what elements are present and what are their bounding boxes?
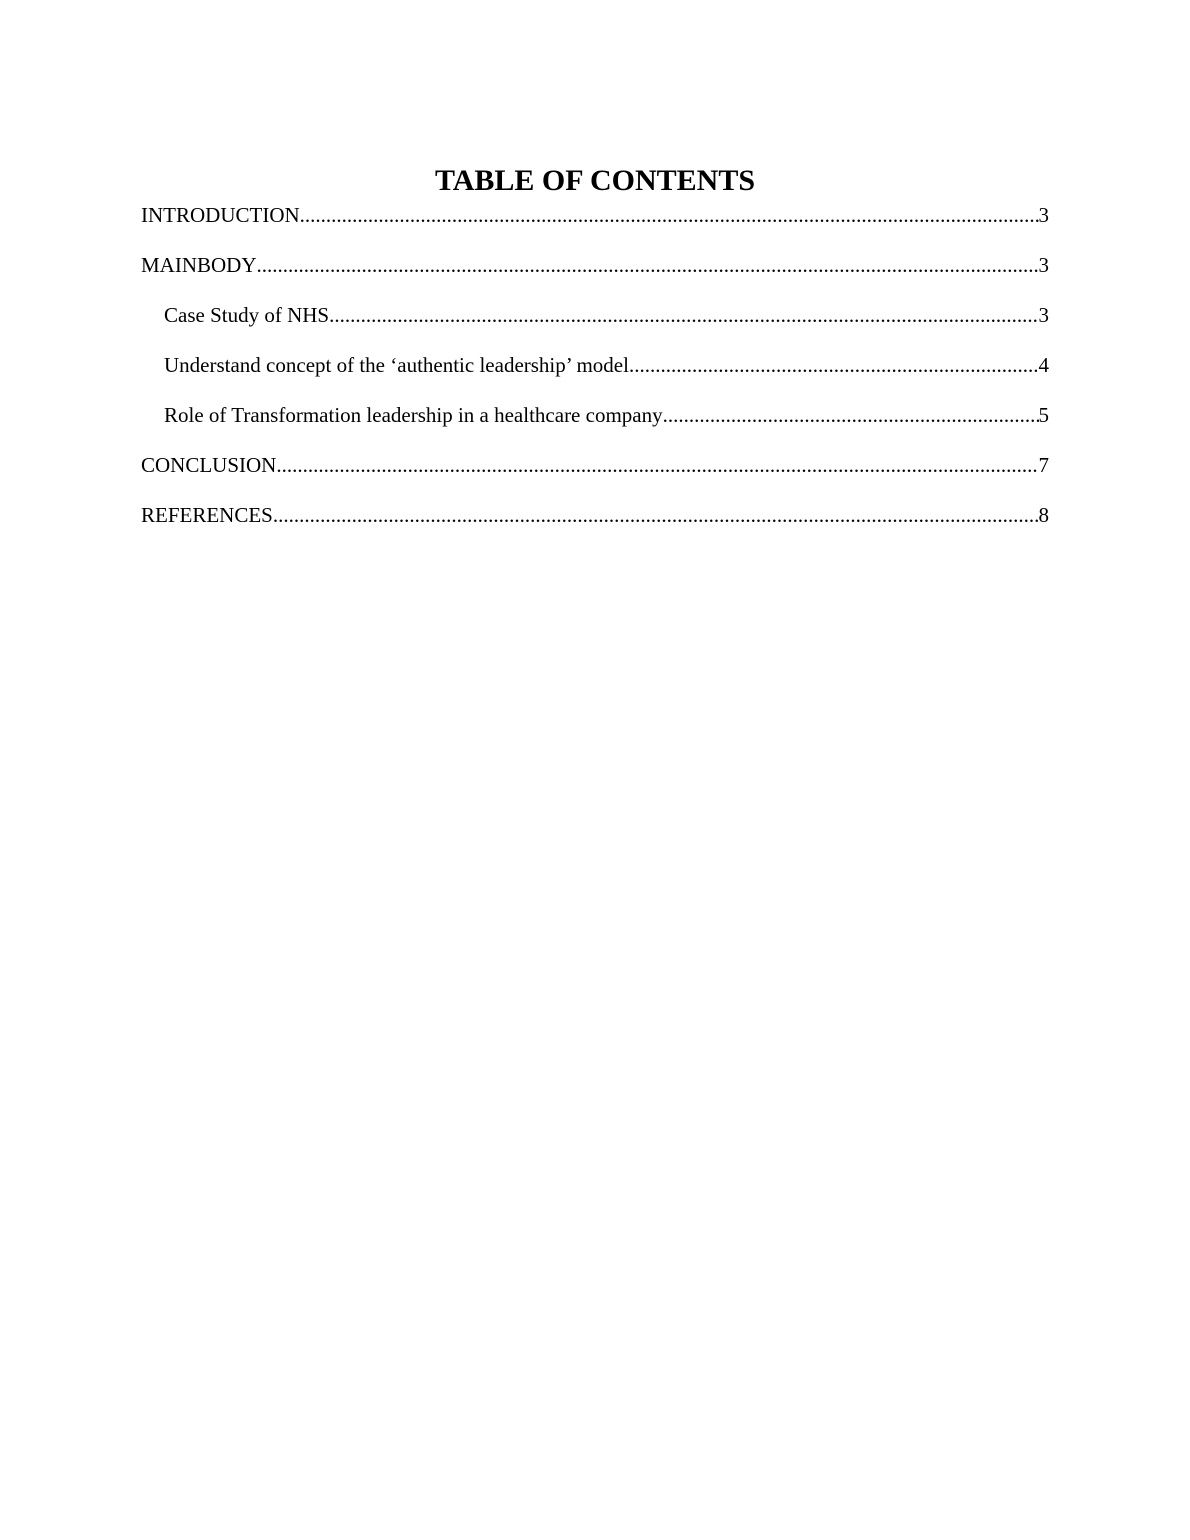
toc-entry-page-number: 7 bbox=[1038, 453, 1049, 477]
dot-leader bbox=[629, 351, 1039, 379]
toc-list bbox=[141, 201, 1049, 551]
toc-entry-page-number: 3 bbox=[1038, 303, 1049, 327]
toc-title: TABLE OF CONTENTS bbox=[434, 164, 756, 197]
dot-leader bbox=[257, 251, 1039, 279]
toc-entry-label: Role of Transformation leadership in a healthcare company bbox=[164, 403, 663, 427]
toc-entry-label: MAINBODY bbox=[141, 253, 257, 277]
dot-leader bbox=[300, 201, 1039, 229]
toc-entry-label: Case Study of NHS bbox=[164, 303, 330, 327]
toc-entry-label: INTRODUCTION bbox=[141, 203, 300, 227]
toc-entry-page-number: 3 bbox=[1038, 253, 1049, 277]
toc-entry-page-number: 8 bbox=[1038, 503, 1049, 527]
dot-leader bbox=[273, 501, 1039, 529]
toc-entry-references[interactable] bbox=[141, 501, 1049, 551]
toc-entry-page-number: 3 bbox=[1038, 203, 1049, 227]
toc-entry-page-number: 4 bbox=[1038, 353, 1049, 377]
toc-entry-introduction[interactable] bbox=[141, 201, 1049, 251]
dot-leader bbox=[663, 401, 1039, 429]
toc-entry-mainbody[interactable] bbox=[141, 251, 1049, 301]
toc-entry-case-study[interactable] bbox=[141, 301, 1049, 351]
toc-entry-conclusion[interactable] bbox=[141, 451, 1049, 501]
toc-entry-page-number: 5 bbox=[1038, 403, 1049, 427]
dot-leader bbox=[329, 301, 1038, 329]
toc-entry-label: REFERENCES bbox=[141, 503, 273, 527]
toc-entry-authentic-leadership[interactable] bbox=[141, 351, 1049, 401]
toc-entry-label: CONCLUSION bbox=[141, 453, 277, 477]
dot-leader bbox=[276, 451, 1038, 479]
toc-entry-label: Understand concept of the ‘authentic leadership’ model bbox=[164, 353, 629, 377]
toc-entry-transformation-leadership[interactable] bbox=[141, 401, 1049, 451]
